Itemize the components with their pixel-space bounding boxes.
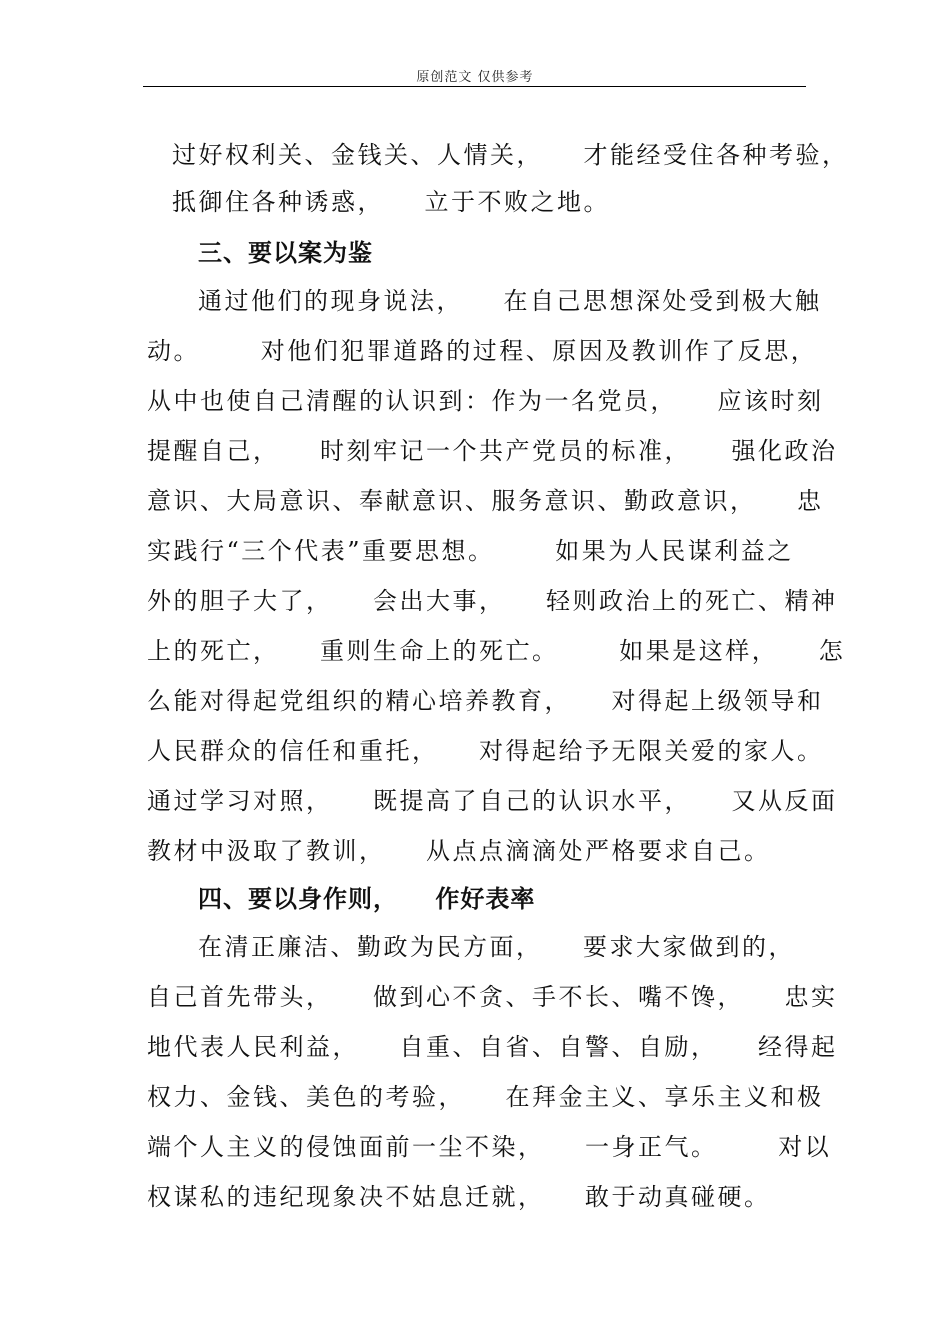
- page-header-text: 原创范文 仅供参考: [416, 70, 534, 85]
- section-heading-4: 四、要以身作则， 作好表率: [198, 884, 536, 913]
- text-line: 动。 对他们犯罪道路的过程、原因及教训作了反思，: [147, 337, 818, 365]
- section-heading-3: 三、要以案为鉴: [198, 238, 373, 267]
- text-line: 从中也使自己清醒的认识到：作为一名党员， 应该时刻: [147, 387, 824, 415]
- text-line: 自己首先带头， 做到心不贪、手不长、嘴不馋， 忠实: [147, 983, 838, 1011]
- text-line: 抵御住各种诱惑， 立于不败之地。: [172, 188, 611, 216]
- text-line: 教材中汲取了教训， 从点点滴滴处严格要求自己。: [147, 837, 771, 865]
- text-line: 通过学习对照， 既提高了自己的认识水平， 又从反面: [147, 787, 838, 815]
- text-line: 通过他们的现身说法， 在自己思想深处受到极大触: [198, 287, 822, 315]
- text-line: 实践行“三个代表”重要思想。 如果为人民谋利益之: [147, 537, 794, 565]
- text-line: 上的死亡， 重则生命上的死亡。 如果是这样， 怎: [147, 637, 846, 665]
- text-line: 端个人主义的侵蚀面前一尘不染， 一身正气。 对以: [147, 1133, 832, 1161]
- text-line: 权谋私的违纪现象决不姑息迁就， 敢于动真碰硬。: [147, 1183, 771, 1211]
- header-rule: [143, 86, 806, 87]
- text-line: 么能对得起党组织的精心培养教育， 对得起上级领导和: [147, 687, 824, 715]
- text-line: 权力、金钱、美色的考验， 在拜金主义、享乐主义和极: [147, 1083, 824, 1111]
- text-line: 在清正廉洁、勤政为民方面， 要求大家做到的，: [198, 933, 796, 961]
- text-line: 意识、大局意识、奉献意识、服务意识、勤政意识， 忠: [147, 487, 824, 515]
- text-line: 人民群众的信任和重托， 对得起给予无限关爱的家人。: [147, 737, 824, 765]
- text-line: 地代表人民利益， 自重、自省、自警、自励， 经得起: [147, 1033, 838, 1061]
- text-line: 过好权利关、金钱关、人情关， 才能经受住各种考验，: [172, 141, 849, 169]
- text-line: 外的胆子大了， 会出大事， 轻则政治上的死亡、精神: [147, 587, 838, 615]
- text-line: 提醒自己， 时刻牢记一个共产党员的标准， 强化政治: [147, 437, 838, 465]
